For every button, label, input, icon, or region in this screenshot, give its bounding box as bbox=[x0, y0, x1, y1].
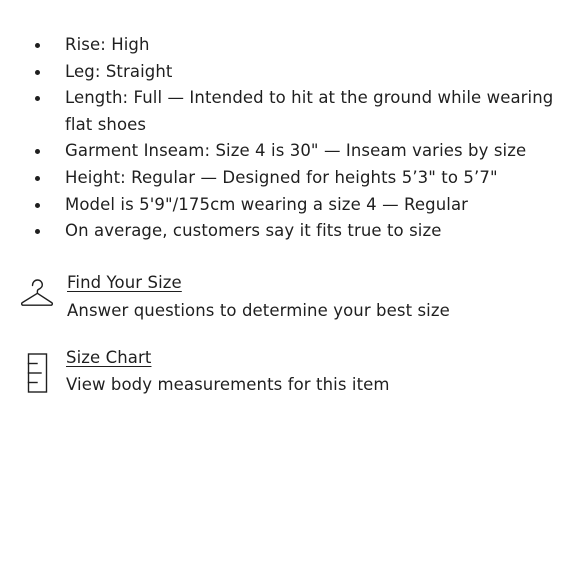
bullet-icon bbox=[35, 149, 40, 154]
bullet-icon bbox=[35, 229, 40, 234]
detail-text: Rise: High bbox=[65, 35, 150, 54]
find-your-size-link[interactable]: Find Your Size bbox=[67, 273, 182, 292]
detail-text: Height: Regular — Designed for heights 5’3" to 5’7" bbox=[65, 167, 498, 187]
bullet-icon bbox=[35, 203, 40, 208]
ruler-icon bbox=[27, 353, 49, 399]
find-your-size-description: Answer questions to determine your best size bbox=[67, 301, 450, 320]
list-item bbox=[0, 165, 580, 192]
list-item bbox=[0, 138, 580, 165]
detail-text: Garment Inseam: Size 4 is 30" — Inseam varies by size bbox=[65, 141, 527, 161]
hanger-icon bbox=[20, 279, 54, 313]
bullet-icon bbox=[35, 43, 40, 48]
detail-text: Leg: Straight bbox=[65, 61, 173, 81]
bullet-icon bbox=[35, 96, 40, 101]
list-item bbox=[0, 32, 580, 59]
detail-text: Length: Full — Intended to hit at the ground while wearing flat shoes bbox=[65, 88, 554, 134]
list-item bbox=[0, 59, 580, 86]
detail-text: Model is 5'9"/175cm wearing a size 4 — Regular bbox=[65, 194, 469, 214]
detail-text: On average, customers say it fits true to size bbox=[65, 221, 442, 241]
list-item bbox=[0, 218, 580, 245]
list-item bbox=[0, 192, 580, 219]
size-chart-description: View body measurements for this item bbox=[66, 375, 390, 394]
size-chart-link[interactable]: Size Chart bbox=[66, 348, 152, 367]
bullet-icon bbox=[35, 70, 40, 75]
bullet-icon bbox=[35, 176, 40, 181]
fit-details-list bbox=[0, 32, 580, 245]
list-item bbox=[0, 85, 580, 138]
